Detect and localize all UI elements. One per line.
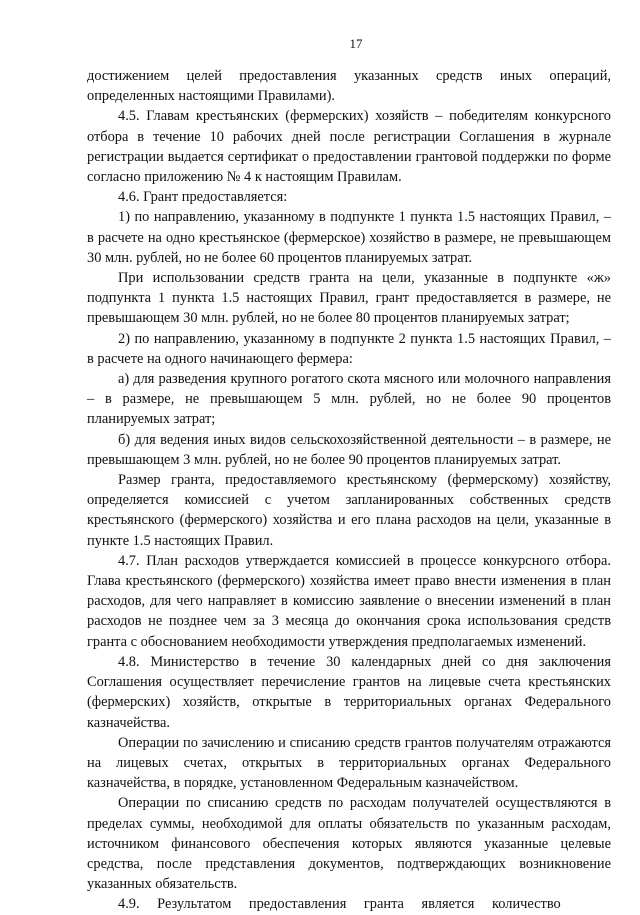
paragraph-grant-size: Размер гранта, предоставляемого крестьянскому (фермерскому) хозяйству, определяется комиссией с учетом запланированных собственных средств крестьянского (фермерского) хозяйства и его плана расходов на цели, указанные в пункте 1.5 настоящих Правил. bbox=[87, 472, 611, 549]
paragraph-4-5: 4.5. Главам крестьянских (фермерских) хозяйств – победителям конкурсного отбора в течение 10 рабочих дней после регистрации Соглашения в журнале регистрации выдается сертификат о предоставлении грантовой поддержки по форме согласно приложению № 4 к настоящим Правилам. bbox=[87, 108, 611, 186]
paragraph-4-6: 4.6. Грант предоставляется: bbox=[118, 189, 288, 206]
page-number: 17 bbox=[349, 36, 363, 51]
paragraph-4-6-item-2b: б) для ведения иных видов сельскохозяйственной деятельности – в размере, не превышающем 3 млн. рублей, но не более 90 процентов планируемых затрат. bbox=[87, 431, 611, 468]
paragraph-operations-1: Операции по зачислению и списанию средств грантов получателям отражаются на лицевых счетах, открытых в территориальных органах Федерального казначейства, в порядке, установленном Федеральным казначейством. bbox=[87, 734, 611, 792]
paragraph-continuation: достижением целей предоставления указанных средств иных операций, определенных настоящими Правилами). bbox=[87, 68, 611, 105]
document-body bbox=[87, 66, 611, 915]
paragraph-4-7: 4.7. План расходов утверждается комиссией в процессе конкурсного отбора. Глава крестьянского (фермерского) хозяйства имеет право внести изменения в план расходов, для чего направляет в комиссию заявление о внесении изменений в план расходов не позднее чем за 3 месяца до окончания срока использования средств гранта с обоснованием необходимости утверждения предполагаемых изменений. bbox=[87, 552, 611, 650]
paragraph-4-6-item-1: 1) по направлению, указанному в подпункте 1 пункта 1.5 настоящих Правил, – в расчете на одно крестьянское (фермерское) хозяйство в размере, не превышающем 30 млн. рублей, но не более 60 процентов планируемых затрат. bbox=[87, 209, 611, 266]
paragraph-4-6-item-2a: а) для разведения крупного рогатого скота мясного или молочного направления – в размере, не превышающем 5 млн. рублей, но не более 90 процентов планируемых затрат; bbox=[87, 371, 611, 428]
paragraph-4-6-note: При использовании средств гранта на цели, указанные в подпункте «ж» подпункта 1 пункта 1.5 настоящих Правил, грант предоставляется в размере, не превышающем 30 млн. рублей, но не более 80 процентов планируемых затрат; bbox=[87, 270, 611, 327]
paragraph-4-8: 4.8. Министерство в течение 30 календарных дней со дня заключения Соглашения осуществляет перечисление грантов на лицевые счета крестьянских (фермерских) хозяйств, открытые в территориальных органах Федерального казначейства. bbox=[87, 653, 611, 731]
paragraph-4-9: 4.9. Результатом предоставления гранта является количество bbox=[118, 896, 561, 913]
paragraph-operations-2: Операции по списанию средств по расходам получателей осуществляются в пределах суммы, необходимой для оплаты обязательств по указанным расходам, источником финансового обеспечения которых являются указанные целевые средства, после представления документов, подтверждающих возникновение указанных обязательств. bbox=[87, 795, 611, 893]
paragraph-4-6-item-2: 2) по направлению, указанному в подпункте 2 пункта 1.5 настоящих Правил, – в расчете на одного начинающего фермера: bbox=[87, 330, 611, 367]
